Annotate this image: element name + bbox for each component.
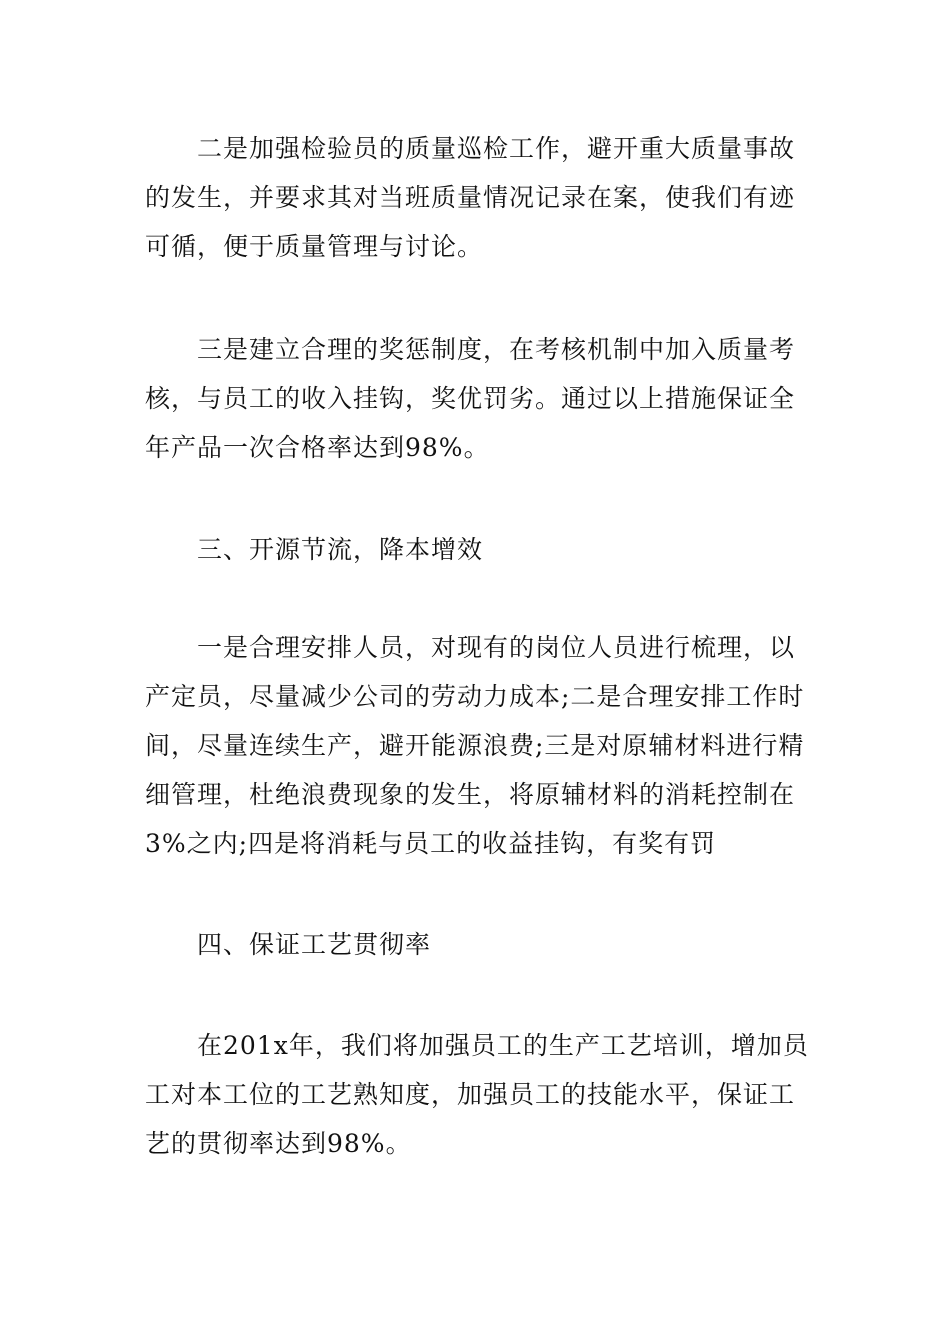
- text-line: 艺的贯彻率达到98%。: [145, 1129, 412, 1158]
- text-line: 工对本工位的工艺熟知度，加强员工的技能水平，保证工: [145, 1080, 796, 1109]
- text-line: 的发生，并要求其对当班质量情况记录在案，使我们有迹: [145, 183, 796, 212]
- paragraph-cost-reduction: [145, 623, 810, 868]
- section-heading-cost-reduction: 三、开源节流，降本增效: [197, 535, 484, 564]
- text-line: 可循，便于质量管理与讨论。: [145, 232, 484, 261]
- paragraph-quality-inspection: [145, 124, 810, 271]
- text-line: 三是建立合理的奖惩制度，在考核机制中加入质量考: [197, 335, 796, 364]
- text-line: 一是合理安排人员，对现有的岗位人员进行梳理，以: [197, 633, 796, 662]
- text-line: 在201x年，我们将加强员工的生产工艺培训，增加员: [197, 1031, 809, 1060]
- text-line: 产定员，尽量减少公司的劳动力成本;二是合理安排工作时: [145, 682, 805, 711]
- text-line: 间，尽量连续生产，避开能源浪费;三是对原辅材料进行精: [145, 731, 805, 760]
- text-line: 年产品一次合格率达到98%。: [145, 433, 490, 462]
- text-line: 二是加强检验员的质量巡检工作，避开重大质量事故: [197, 134, 796, 163]
- text-line: 核，与员工的收入挂钩，奖优罚劣。通过以上措施保证全: [145, 384, 796, 413]
- paragraph-process-compliance: [145, 1021, 810, 1168]
- paragraph-reward-system: [145, 325, 810, 472]
- text-line: 3%之内;四是将消耗与员工的收益挂钩，有奖有罚: [145, 829, 717, 858]
- section-heading-process-compliance: 四、保证工艺贯彻率: [197, 930, 432, 959]
- text-line: 细管理，杜绝浪费现象的发生，将原辅材料的消耗控制在: [145, 780, 796, 809]
